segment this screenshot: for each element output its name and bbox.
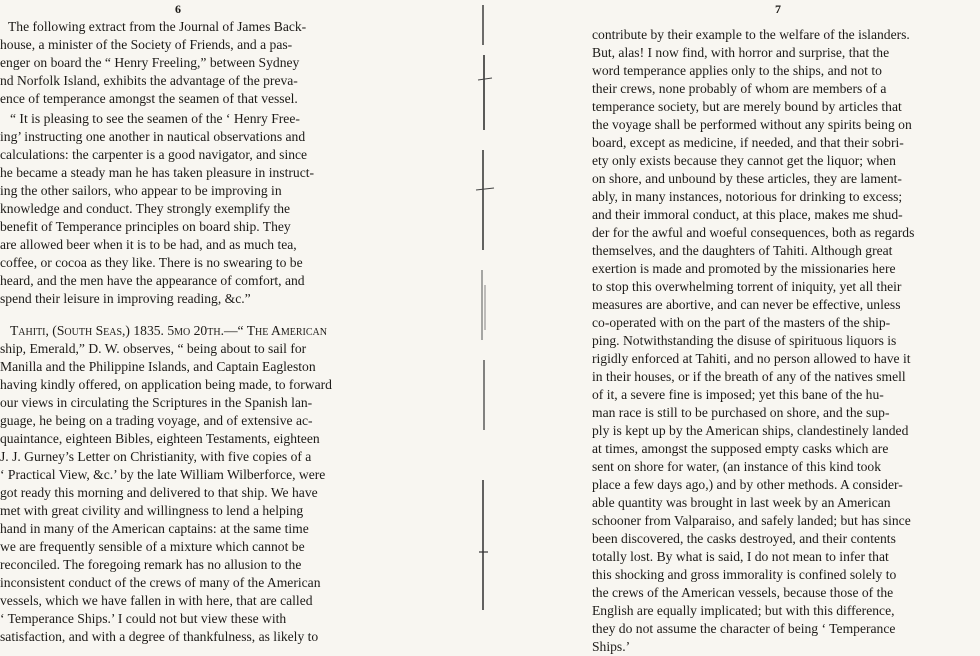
text-line: guage, he being on a trading voyage, and of extensive ac- [0, 413, 313, 428]
text-line: he became a steady man he has taken pleasure in instruct- [0, 165, 315, 180]
text-line: co-operated with on the part of the masters of the ship- [592, 315, 891, 330]
text-line: place a few days ago,) and by other methods. A consider- [592, 477, 903, 492]
text-line: we are frequently sensible of a mixture which cannot be [0, 539, 305, 554]
text-line: word temperance applies only to the ships, and not to [592, 63, 882, 78]
text-line: ably, in many instances, notorious for drinking to excess; [592, 189, 903, 204]
text-line: But, alas! I now find, with horror and surprise, that the [592, 45, 890, 60]
text-line: on shore, and unbound by these articles, they are lament- [592, 171, 902, 186]
text-line: J. J. Gurney’s Letter on Christianity, with five copies of a [0, 449, 312, 464]
text-line: able quantity was brought in last week by an American [592, 495, 891, 510]
text-line: of it, a severe fine is imposed; yet this bane of the hu- [592, 387, 884, 402]
text-line: ply is kept up by the American ships, clandestinely landed [592, 423, 909, 438]
text-line: calculations: the carpenter is a good navigator, and since [0, 147, 308, 162]
text-line: having kindly offered, on application being made, to forward [0, 377, 332, 392]
book-gutter [470, 0, 500, 613]
text-line: house, a minister of the Society of Friends, and a pas- [0, 37, 293, 52]
text-line: in their houses, or if the breath of any of the natives smell [592, 369, 906, 384]
text-line: schooner from Valparaiso, and safely landed; but has since [592, 513, 911, 528]
left-page-number: 6 [175, 2, 181, 16]
text-line: quaintance, eighteen Bibles, eighteen Testaments, eighteen [0, 431, 320, 446]
text-line: and their immoral conduct, at this place, makes me shud- [592, 207, 903, 222]
left-page [0, 0, 470, 644]
text-line: ing the other sailors, who appear to be improving in [0, 183, 282, 198]
text-line: spend their leisure in improving reading, &c.” [0, 291, 251, 306]
text-line: Ships.’ [592, 639, 631, 654]
text-line: enger on board the “ Henry Freeling,” between Sydney [0, 55, 300, 70]
text-line: reconciled. The foregoing remark has no allusion to the [0, 557, 302, 572]
text-line: ence of temperance amongst the seamen of that vessel. [0, 91, 298, 106]
text-line: nd Norfolk Island, exhibits the advantage of the preva- [0, 73, 298, 88]
text-line: satisfaction, and with a degree of thankfulness, as likely to [0, 629, 319, 644]
right-page-number: 7 [775, 2, 781, 16]
text-line: the crews of the American vessels, because those of the [592, 585, 894, 600]
text-line: rigidly enforced at Tahiti, and no person allowed to have it [592, 351, 911, 366]
text-line: knowledge and conduct. They strongly exemplify the [0, 201, 291, 216]
text-line: they do not assume the character of being ‘ Temperance [592, 621, 896, 636]
text-line: ship, Emerald,” D. W. observes, “ being about to sail for [0, 341, 307, 356]
text-line: ety only exists because they cannot get the liquor; when [592, 153, 896, 168]
text-line: “ It is pleasing to see the seamen of the ‘ Henry Free- [10, 111, 300, 126]
text-line: English are equally implicated; but with this difference, [592, 603, 895, 618]
text-line: man race is still to be purchased on shore, and the sup- [592, 405, 890, 420]
text-line: benefit of Temperance principles on board ship. They [0, 219, 291, 234]
text-line: Tahiti, (South Seas,) 1835. 5mo 20th.—“ The American [10, 323, 327, 338]
text-line: Manilla and the Philippine Islands, and Captain Eagleston [0, 359, 316, 374]
text-line: sent on shore for water, (an instance of this kind took [592, 459, 882, 474]
text-line: at times, amongst the supposed empty casks which are [592, 441, 889, 456]
text-line: ‘ Practical View, &c.’ by the late William Wilberforce, were [0, 467, 326, 482]
text-line: der for the awful and woeful consequences, both as regards [592, 225, 915, 240]
text-line: themselves, and the daughters of Tahiti. Although great [592, 243, 893, 258]
text-line: coffee, or cocoa as they like. There is no swearing to be [0, 255, 303, 270]
text-line: ping. Notwithstanding the disuse of spirituous liquors is [592, 333, 897, 348]
text-line: board, except as medicine, if needed, and that their sobri- [592, 135, 904, 150]
text-line: heard, and the men have the appearance of comfort, and [0, 273, 305, 288]
text-line: got ready this morning and delivered to that ship. We have [0, 485, 318, 500]
binding-marks [470, 0, 500, 613]
text-line: exertion is made and promoted by the missionaries here [592, 261, 896, 276]
text-line: measures are abortive, and can never be effective, unless [592, 297, 901, 312]
text-line: their crews, none probably of whom are members of a [592, 81, 887, 96]
text-line: ing’ instructing one another in nautical observations and [0, 129, 306, 144]
text-line: been discovered, the casks destroyed, and their contents [592, 531, 896, 546]
text-line: inconsistent conduct of the crews of many of the American [0, 575, 321, 590]
text-line: met with great civility and willingness to lend a helping [0, 503, 304, 518]
text-line: vessels, which we have fallen in with here, that are called [0, 593, 313, 608]
text-line: totally lost. By what is said, I do not mean to infer that [592, 549, 889, 564]
text-line: the voyage shall be performed without any spirits being on [592, 117, 912, 132]
text-line: temperance society, but are merely bound by articles that [592, 99, 902, 114]
right-page [500, 0, 980, 654]
text-line: this shocking and gross immorality is confined solely to [592, 567, 897, 582]
text-line: ‘ Temperance Ships.’ I could not but view these with [0, 611, 287, 626]
text-line: are allowed beer when it is to be had, and as much tea, [0, 237, 297, 252]
text-line: to stop this overwhelming torrent of iniquity, yet all their [592, 279, 902, 294]
text-line: The following extract from the Journal of James Back- [8, 19, 307, 34]
text-line: our views in circulating the Scriptures in the Spanish lan- [0, 395, 313, 410]
text-line: contribute by their example to the welfare of the islanders. [592, 27, 910, 42]
text-line: hand in many of the American captains: at the same time [0, 521, 309, 536]
